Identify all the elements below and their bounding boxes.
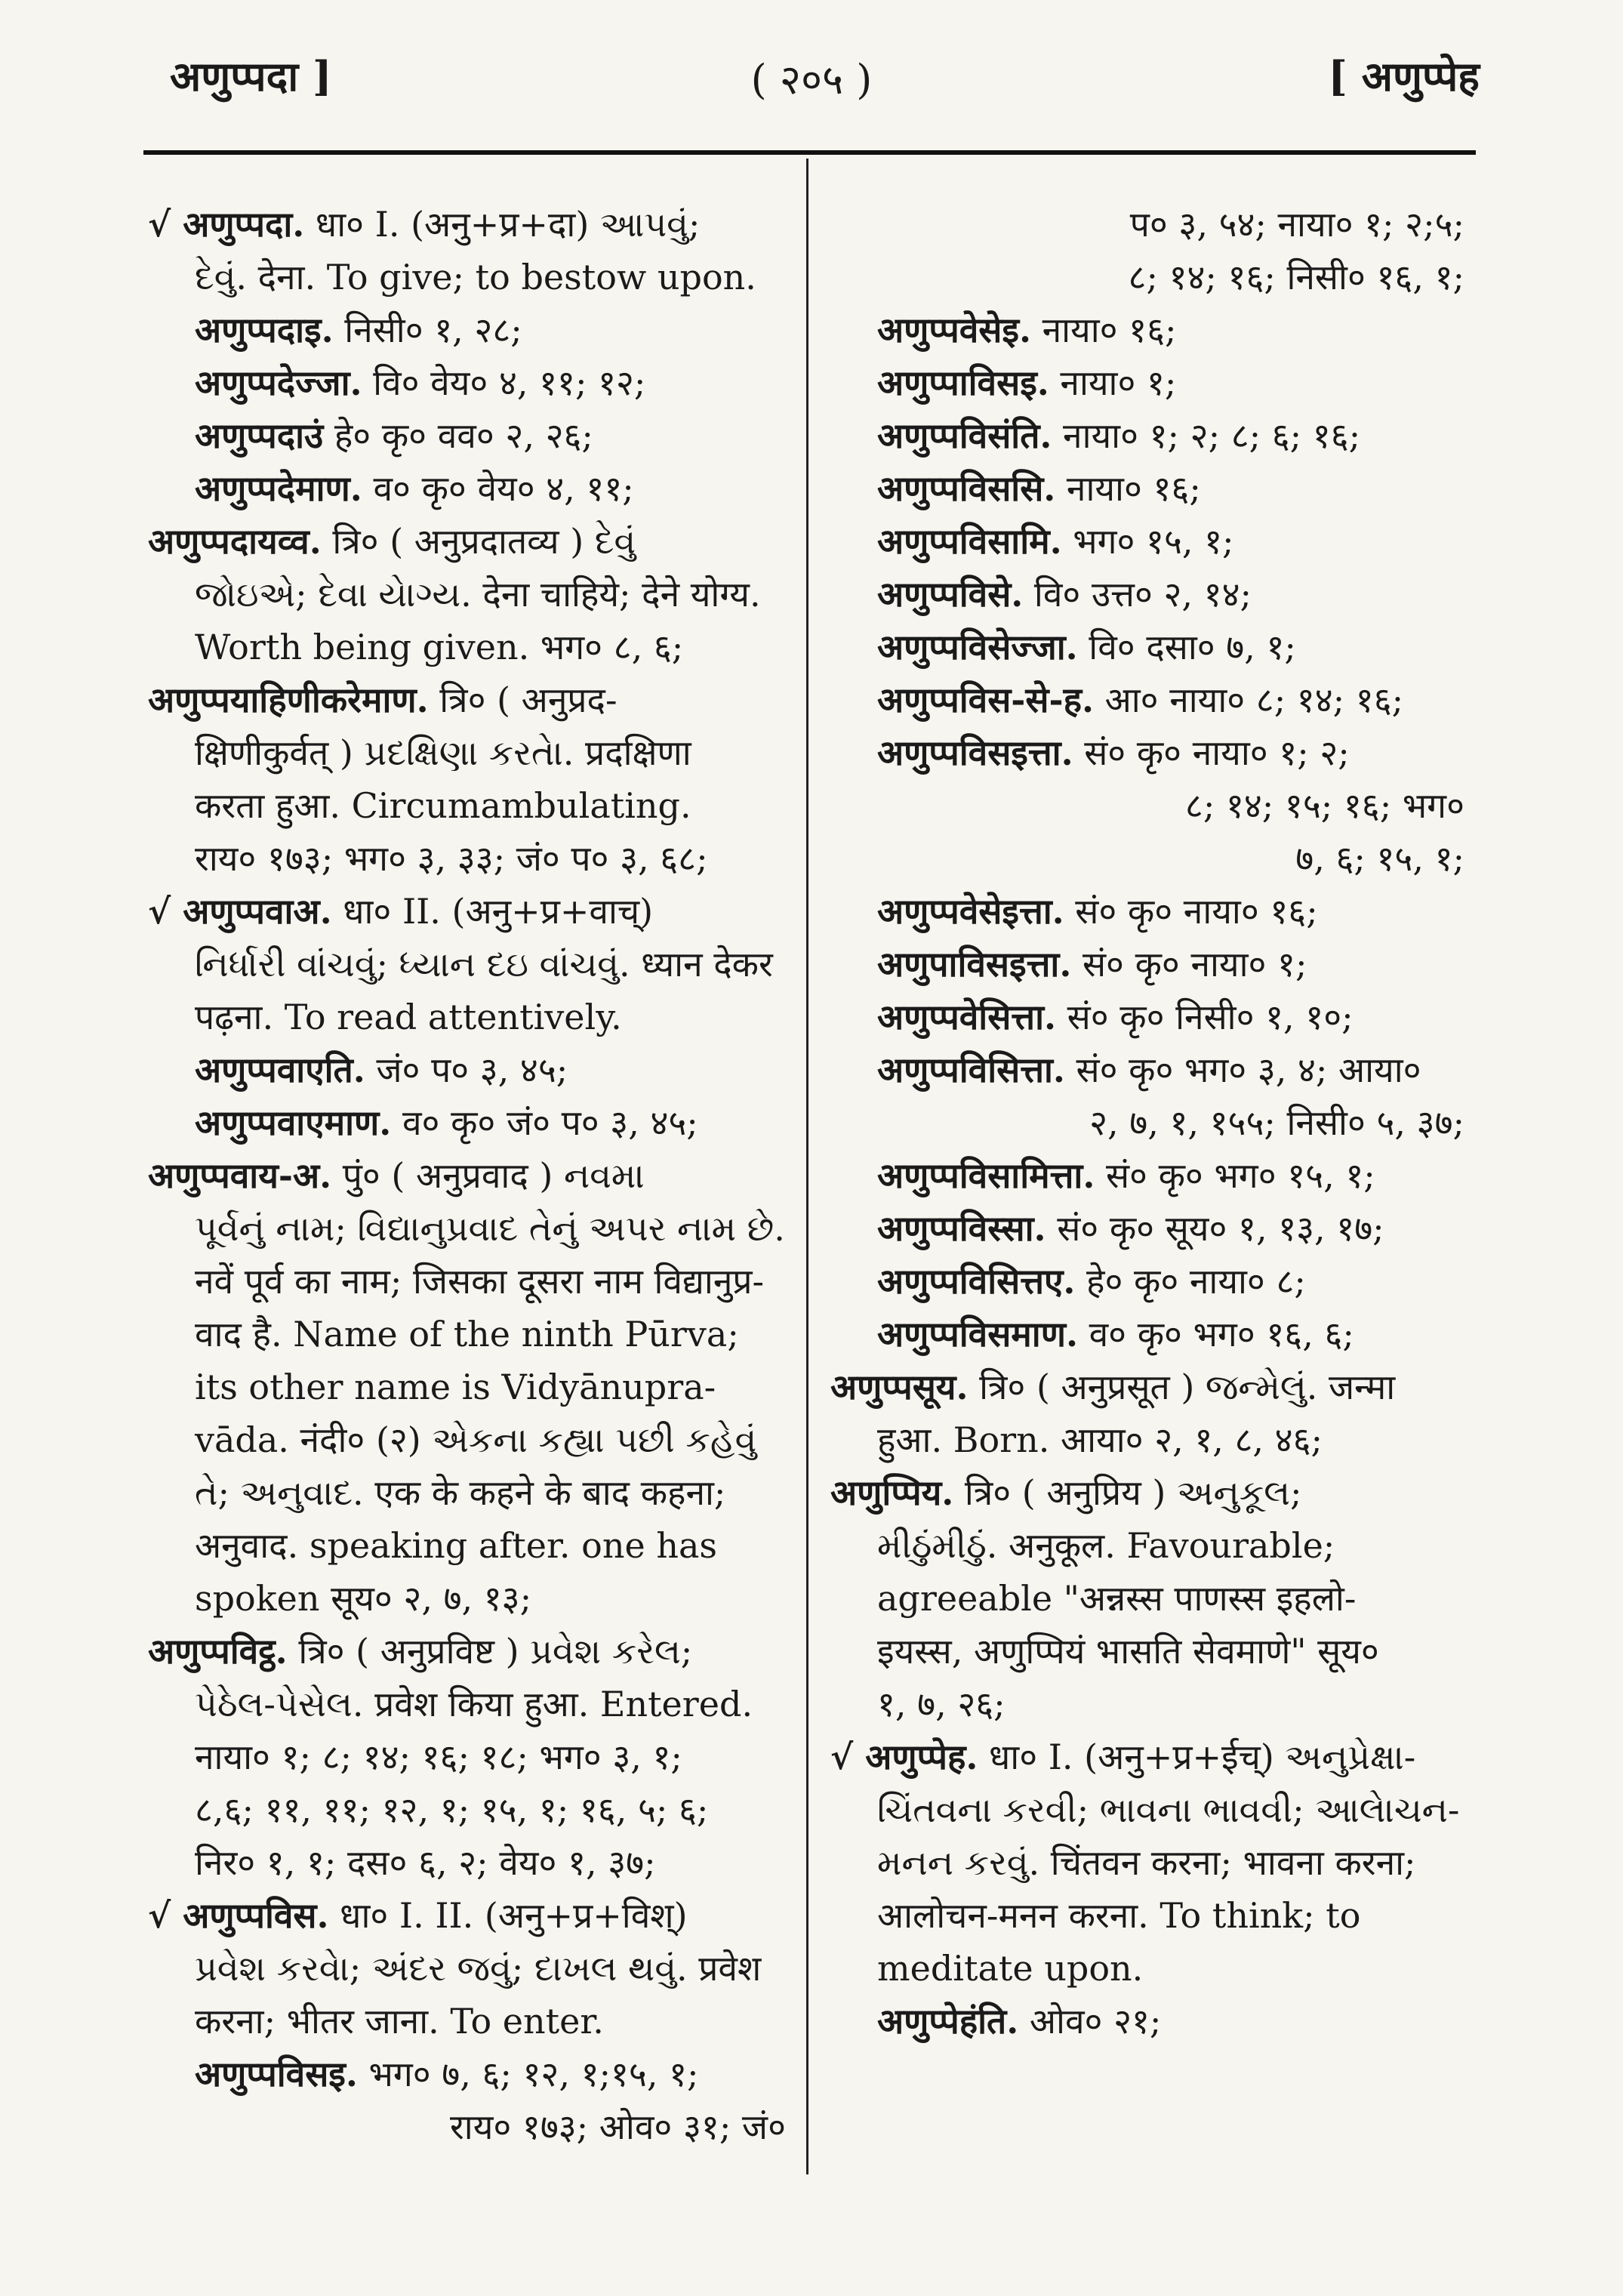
entry-text: spoken सूय० २, ७, १३; [195, 1578, 532, 1619]
entry-line [148, 832, 786, 885]
entry-text: सं० कृ० नाया० १; [1071, 944, 1307, 985]
headword: √ अणुप्पवाअ. [148, 891, 332, 932]
entry-text: પૂર્વનું નામ; વિદ્યાનુપ્રવાદ તેનું અપર નામ છે. [195, 1208, 785, 1249]
entry-text: नाया० १; [1049, 362, 1177, 403]
entry-line [830, 409, 1464, 462]
entry-line [148, 2048, 786, 2100]
entry-line [830, 1043, 1464, 1096]
entry-text: धा० II. (अनु+प्र+वाच्) [331, 891, 654, 932]
entry-line [148, 409, 786, 462]
entry-text: सं० कृ० भग० १५, १; [1095, 1155, 1375, 1196]
entry-line [830, 832, 1464, 885]
entry-line [148, 1043, 786, 1096]
entry-headline [148, 1149, 786, 1202]
entry-line [148, 2100, 786, 2153]
entry-text: वि० दसा० ७, १; [1077, 627, 1296, 667]
page-number: ( २०५ ) [750, 56, 873, 103]
entry-text: त्रि० ( अनुप्रसूत ) જન્મેલું. जन्मा [968, 1367, 1396, 1407]
entry-text: प० ३, ५४; नाया० १; २;५; [1129, 204, 1464, 245]
entry-line [148, 356, 786, 409]
headword: अणुप्पवाय-अ. [148, 1155, 332, 1196]
entry-text: वि० उत्त० २, १४; [1023, 574, 1252, 615]
entry-line [148, 726, 786, 779]
entry-text: जं० प० ३, ४५; [365, 1049, 568, 1090]
entry-text: धा० I. (अनु+प्र+दा) આપવું; [304, 204, 701, 245]
entry-headline [148, 1889, 786, 1942]
entry-line [830, 1625, 1464, 1678]
entry-line [148, 938, 786, 991]
entry-text: દેવું. देना. To give; to bestow upon. [195, 257, 756, 297]
headword: अणुप्पदायव्व. [148, 521, 322, 562]
headword: अणुप्पदाउं [195, 415, 324, 456]
entry-line [830, 568, 1464, 621]
entry-line [148, 1466, 786, 1519]
entry-line [830, 1308, 1464, 1361]
entry-line [830, 1572, 1464, 1625]
entry-line [830, 621, 1464, 673]
entry-line [148, 1995, 786, 2048]
entry-text: सं० कृ० सूय० १, १३, १७; [1046, 1208, 1384, 1249]
header-rule [143, 150, 1476, 155]
entry-text: ७, ६; १५, १; [1295, 838, 1464, 879]
entry-text: निसी० १, २८; [333, 310, 522, 350]
entry-text: व० कृ० भग० १६, ६; [1077, 1314, 1354, 1354]
entry-text: धा० I. II. (अनु+प्र+विश्) [328, 1895, 688, 1936]
entry-text: धा० I. (अनु+प्र+ईच्) અનુપ્રેક્ષા- [978, 1737, 1416, 1777]
entry-line [148, 568, 786, 621]
entry-text: ८; १४; १६; निसी० १६, १; [1128, 257, 1464, 297]
entry-line [830, 1995, 1464, 2048]
entry-line [830, 1942, 1464, 1995]
entry-text: सं० कृ० भग० ३, ४; आया० [1064, 1049, 1421, 1090]
entry-line [830, 1519, 1464, 1572]
entry-headline [830, 1361, 1464, 1413]
entry-line [148, 1255, 786, 1308]
headword: अणुप्पविसइ. [195, 2054, 358, 2094]
entry-line [830, 356, 1464, 409]
headword: अणुप्पविसइत्ता. [877, 732, 1073, 773]
entry-text: पढ़ना. To read attentively. [195, 997, 622, 1037]
entry-line [148, 1572, 786, 1625]
entry-line [830, 1202, 1464, 1255]
running-head-right: [ अणुप्पेह [1328, 52, 1480, 100]
headword: अणुप्पवेसेइ. [877, 310, 1031, 350]
headword: अणुप्पयाहिणीकरेमाण. [148, 680, 429, 720]
entry-headline [830, 1730, 1464, 1783]
entry-text: भग० ७, ६; १२, १;१५, १; [357, 2054, 699, 2094]
entry-text: सं० कृ० निसी० १, १०; [1056, 997, 1354, 1037]
entry-line [148, 251, 786, 304]
entry-line [830, 779, 1464, 832]
entry-text: आ० नाया० ८; १४; १६; [1094, 680, 1404, 720]
entry-line [148, 1678, 786, 1730]
entry-text: व० कृ० वेय० ४, ११; [362, 468, 634, 509]
headword: अणुप्पवेसित्ता. [877, 997, 1056, 1037]
entry-text: सं० कृ० नाया० १६; [1064, 891, 1318, 932]
headword: अणुप्पवाएमाण. [195, 1102, 392, 1143]
entry-line [148, 1361, 786, 1413]
entry-text: क्षिणीकुर्वत् ) પ્રદક્ષિણા કરતેા. प्रदक्षिणा [195, 732, 691, 773]
entry-line [830, 1783, 1464, 1836]
headword: अणुप्पवेसेइत्ता. [877, 891, 1064, 932]
headword: अणुप्पविससि. [877, 468, 1056, 509]
entry-line [148, 304, 786, 356]
entry-text: आलोचन-मनन करना. To think; to [877, 1895, 1361, 1936]
entry-text: नाया० १६; [1030, 310, 1177, 350]
entry-text: જોઇએ; દેવા યેાગ્ય. देना चाहिये; देने योग्य. [195, 574, 761, 615]
entry-text: पुं० ( अनुप्रवाद ) નવમા [331, 1155, 645, 1196]
entry-line [830, 304, 1464, 356]
headword: अणुप्पदाइ. [195, 310, 334, 350]
entry-line [148, 1202, 786, 1255]
right-column [830, 198, 1464, 2048]
entry-line [830, 885, 1464, 938]
entry-text: ८,६; ११, ११; १२, १; १५, १; १६, ५; ६; [195, 1789, 709, 1830]
entry-text: नाया० १६; [1055, 468, 1201, 509]
entry-text: ८; १४; १५; १६; भग० [1184, 785, 1464, 826]
headword: अणुप्पविसित्ता. [877, 1049, 1065, 1090]
entry-text: ચિંતવના કરવી; ભાવના ભાવવી; આલેાચન- [877, 1789, 1460, 1830]
entry-text: नवें पूर्व का नाम; जिसका दूसरा नाम विद्यानुप्र- [195, 1261, 765, 1302]
entry-text: राय० १७३; ओव० ३१; जं० [449, 2106, 786, 2147]
entry-line [830, 991, 1464, 1043]
entry-text: નિર્ધારી વાંચવું; ધ્યાન દઇ વાંચવું. ध्यान देकर [195, 944, 773, 985]
entry-text: त्रि० ( अनुप्रदातव्य ) દેવું [321, 521, 636, 562]
entry-headline [148, 515, 786, 568]
entry-line [148, 1730, 786, 1783]
entry-line [148, 1413, 786, 1466]
entry-line [830, 515, 1464, 568]
entry-line [830, 726, 1464, 779]
entry-text: ओव० २१; [1018, 2001, 1162, 2042]
headword: अणुप्पाविसइ. [877, 362, 1049, 403]
entry-text: त्रि० ( अनुप्रिय ) અનુકૂલ; [953, 1472, 1302, 1513]
headword: अणुप्पविसे. [877, 574, 1024, 615]
entry-headline [148, 198, 786, 251]
headword: √ अणुप्पेह. [830, 1737, 978, 1777]
entry-line [830, 1836, 1464, 1889]
entry-text: व० कृ० जं० प० ३, ४५; [391, 1102, 698, 1143]
entry-text: वि० वेय० ४, ११; १२; [362, 362, 646, 403]
headword: अणुप्पविस-से-ह. [877, 680, 1095, 720]
entry-line [830, 198, 1464, 251]
entry-text: निर० १, १; दस० ६, २; वेय० १, ३७; [195, 1842, 656, 1883]
entry-text: इयस्स, अणुप्पियं भासति सेवमाणे" सूय० [877, 1631, 1379, 1672]
entry-text: हे० कृ० वव० २, २६; [323, 415, 593, 456]
entry-line [148, 991, 786, 1043]
entry-line [148, 779, 786, 832]
entry-line [148, 621, 786, 673]
headword: अणुप्पविसामि. [877, 521, 1062, 562]
entry-headline [148, 1625, 786, 1678]
headword: अणुप्पविसेज्जा. [877, 627, 1078, 667]
entry-text: राय० १७३; भग० ३, ३३; जं० प० ३, ६८; [195, 838, 708, 879]
entry-line [830, 673, 1464, 726]
headword: √ अणुप्पविस. [148, 1895, 329, 1936]
entry-text: પેઠેલ-પેસેલ. प्रवेश किया हुआ. Entered. [195, 1684, 753, 1724]
entry-text: नाया० १; २; ८; ६; १६; [1052, 415, 1361, 456]
entry-line [148, 1783, 786, 1836]
entry-line [148, 1096, 786, 1149]
entry-text: त्रि० ( अनुप्रद- [428, 680, 617, 720]
headword: अणुप्पविस्सा. [877, 1208, 1046, 1249]
entry-headline [148, 885, 786, 938]
entry-text: त्रि० ( अनुप्रविष्ट ) પ્રવેશ કરેલ; [287, 1631, 693, 1672]
running-head-left: अणुप्पदा ] [170, 52, 332, 100]
headword: अणुप्पवाएति. [195, 1049, 365, 1090]
entry-text: મનન કરવું. चिंतवन करना; भावना करना; [877, 1842, 1416, 1883]
headword: अणुप्पविसामित्ता. [877, 1155, 1095, 1196]
entry-text: हे० कृ० नाया० ८; [1075, 1261, 1306, 1302]
entry-text: करना; भीतर जाना. To enter. [195, 2001, 604, 2042]
entry-line [830, 1678, 1464, 1730]
entry-line [830, 1096, 1464, 1149]
left-column [148, 198, 786, 2153]
entry-line [830, 1255, 1464, 1308]
entry-text: તે; અનુવાદ. एक के कहने के बाद कहना; [195, 1472, 726, 1513]
headword: अणुप्पसूय. [830, 1367, 969, 1407]
entry-text: २, ७, १, १५५; निसी० ५, ३७; [1089, 1102, 1464, 1143]
entry-line [830, 1413, 1464, 1466]
entry-text: अनुवाद. speaking after. one has [195, 1525, 717, 1566]
entry-text: हुआ. Born. आया० २, १, ८, ४६; [877, 1419, 1323, 1460]
entry-headline [830, 1466, 1464, 1519]
headword: अणुप्पेहंति. [877, 2001, 1019, 2042]
entry-text: नाया० १; ८; १४; १६; १८; भग० ३, १; [195, 1737, 682, 1777]
entry-text: agreeable "अन्नस्स पाणस्स इहलो- [877, 1578, 1357, 1619]
headword: अणुप्पिय. [830, 1472, 954, 1513]
entry-text: Worth being given. भग० ८, ६; [195, 627, 684, 667]
entry-line [830, 1149, 1464, 1202]
entry-text: મીઠુંમીઠું. अनुकूल. Favourable; [877, 1525, 1335, 1566]
headword: अणुप्पविसित्तए. [877, 1261, 1076, 1302]
headword: अणुप्पविसंति. [877, 415, 1052, 456]
entry-text: भग० १५, १; [1061, 521, 1234, 562]
entry-text: सं० कृ० नाया० १; २; [1073, 732, 1350, 773]
entry-text: वाद है. Name of the ninth Pūrva; [195, 1314, 739, 1354]
entry-text: its other name is Vidyānupra- [195, 1367, 716, 1407]
entry-line [830, 1889, 1464, 1942]
entry-line [830, 462, 1464, 515]
entry-line [148, 1836, 786, 1889]
headword: अणुप्पदेमाण. [195, 468, 362, 509]
headword: अणुप्पविट्ठ. [148, 1631, 288, 1672]
entry-line [148, 1308, 786, 1361]
entry-line [148, 462, 786, 515]
headword: √ अणुप्पदा. [148, 204, 305, 245]
entry-text: vāda. नंदी० (२) એકના કહ્યા પછી કહેવું [195, 1419, 757, 1460]
entry-line [148, 1519, 786, 1572]
entry-line [830, 251, 1464, 304]
headword: अणुपाविसइत्ता. [877, 944, 1072, 985]
headword: अणुप्पविसमाण. [877, 1314, 1078, 1354]
column-divider [806, 159, 808, 2174]
entry-headline [148, 673, 786, 726]
entry-text: પ્રવેશ કરવેા; અંદર જવું; દાખલ થવું. प्रवेश [195, 1948, 762, 1989]
entry-line [830, 938, 1464, 991]
entry-line [148, 1942, 786, 1995]
entry-text: करता हुआ. Circumambulating. [195, 785, 691, 826]
entry-text: १, ७, २६; [877, 1684, 1006, 1724]
entry-text: meditate upon. [877, 1948, 1144, 1989]
headword: अणुप्पदेज्जा. [195, 362, 362, 403]
